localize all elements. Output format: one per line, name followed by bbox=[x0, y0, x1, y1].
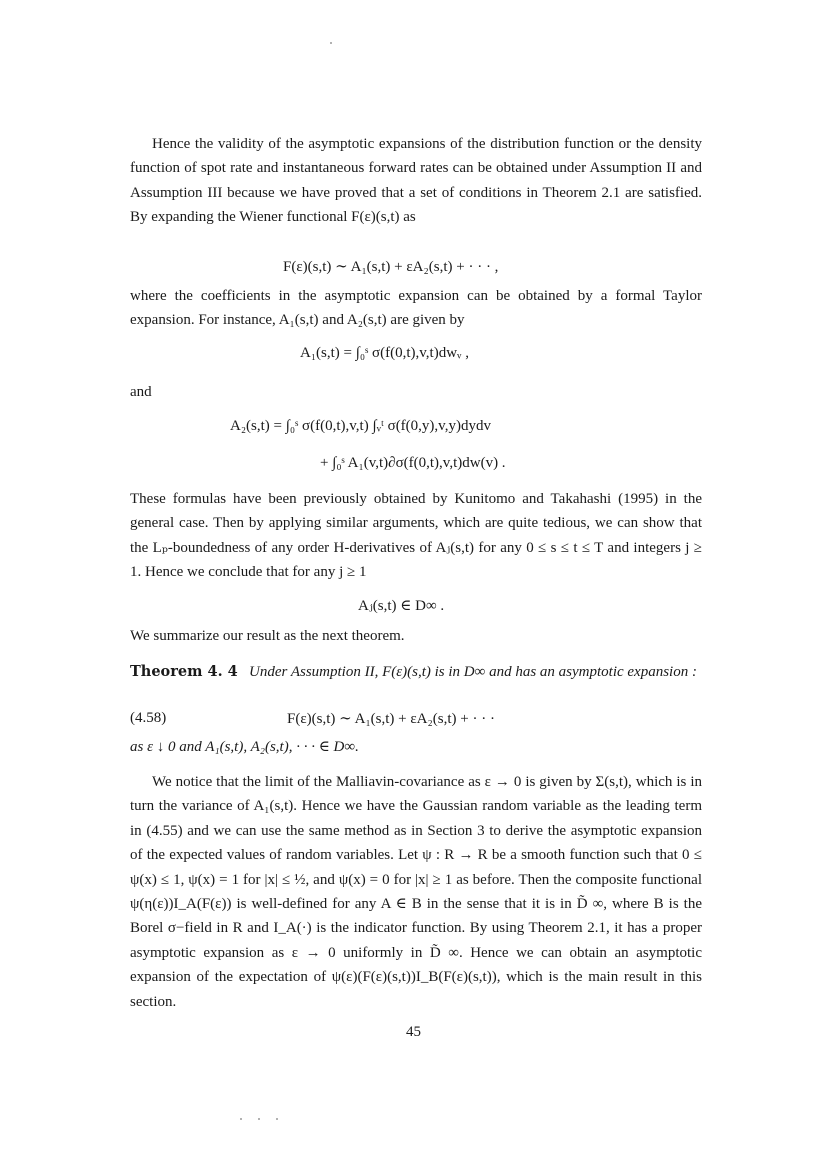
theorem-tail: as ε ↓ 0 and A₁(s,t), A₂(s,t), · · · ∈ D∞. bbox=[130, 739, 359, 755]
paragraph-coefficients: where the coefficients in the asymptotic expansion can be obtained by a formal Taylor expansion. For instance, A₁(s,t) and A₂(s,t) are given by bbox=[130, 288, 702, 329]
theorem-equation: F(ε)(s,t) ∼ A₁(s,t) + εA₂(s,t) + · · · bbox=[287, 711, 495, 727]
equation-d-infinity: Aⱼ(s,t) ∈ D∞ . bbox=[358, 598, 445, 614]
equation-a2-line2: + ∫₀ˢ A₁(v,t)∂σ(f(0,t),v,t)dw(v) . bbox=[320, 455, 506, 471]
scan-speck bbox=[276, 1118, 278, 1120]
theorem-4-4 bbox=[130, 660, 702, 684]
equation-a1: A₁(s,t) = ∫₀ˢ σ(f(0,t),v,t)dwᵥ , bbox=[300, 345, 469, 361]
scan-speck bbox=[240, 1118, 242, 1120]
paragraph-summary: We summarize our result as the next theorem. bbox=[130, 628, 405, 644]
equation-label-4-58: (4.58) bbox=[130, 710, 167, 726]
theorem-heading: Theorem 4. 4 bbox=[130, 663, 238, 680]
page-number: 45 bbox=[406, 1024, 421, 1040]
paragraph-validity: Hence the validity of the asymptotic expansions of the distribution function or the density function of spot rate and instantaneous forward rates can be obtained under Assumption II and Assumption III because we have proved that a set of conditions in Theorem 2.1 are satisfied. By expanding the Wiener functional F(ε)(s,t) as bbox=[130, 136, 702, 226]
equation-expansion: F(ε)(s,t) ∼ A₁(s,t) + εA₂(s,t) + · · · , bbox=[283, 259, 499, 275]
paragraph-malliavin: We notice that the limit of the Malliavin-covariance as ε → 0 is given by Σ(s,t), which is in turn the variance of A₁(s,t). Hence we have the Gaussian random variable as the leading term in (4.55) and we can use the same method as in Section 3 to derive the asymptotic expansion of the expected values of random variables. Let ψ : R → R be a smooth function such that 0 ≤ ψ(x) ≤ 1, ψ(x) = 1 for |x| ≤ ½, and ψ(x) = 0 for |x| ≥ 1 as before. Then the composite functional ψ(η(ε))I_A(F(ε)) is well-defined for any A ∈ B in the sense that it is in D̃ ∞, where B is the Borel σ−field in R and I_A(·) is the indicator function. By using Theorem 2.1, it has a proper asymptotic expansion as ε → 0 uniformly in D̃ ∞. Hence we can obtain an asymptotic expansion of the expectation of ψ(ε)(F(ε)(s,t))I_B(F(ε)(s,t)), which is the main result in this section. bbox=[130, 774, 702, 1010]
paragraph-previous-results: These formulas have been previously obtained by Kunitomo and Takahashi (1995) in the general case. Then by applying similar arguments, which are quite tedious, we can show that the Lₚ-boundedness of any order H-derivatives of Aⱼ(s,t) for any 0 ≤ s ≤ t ≤ T and integers j ≥ 1. Hence we conclude that for any j ≥ 1 bbox=[130, 491, 702, 581]
scan-speck bbox=[258, 1118, 260, 1120]
theorem-statement: Under Assumption II, F(ε)(s,t) is in D∞ and has an asymptotic expansion : bbox=[249, 664, 697, 680]
word-and: and bbox=[130, 384, 152, 400]
equation-a2-line1: A₂(s,t) = ∫₀ˢ σ(f(0,t),v,t) ∫ᵥᵗ σ(f(0,y),v,y)dydv bbox=[230, 418, 491, 434]
scan-speck bbox=[330, 42, 332, 44]
